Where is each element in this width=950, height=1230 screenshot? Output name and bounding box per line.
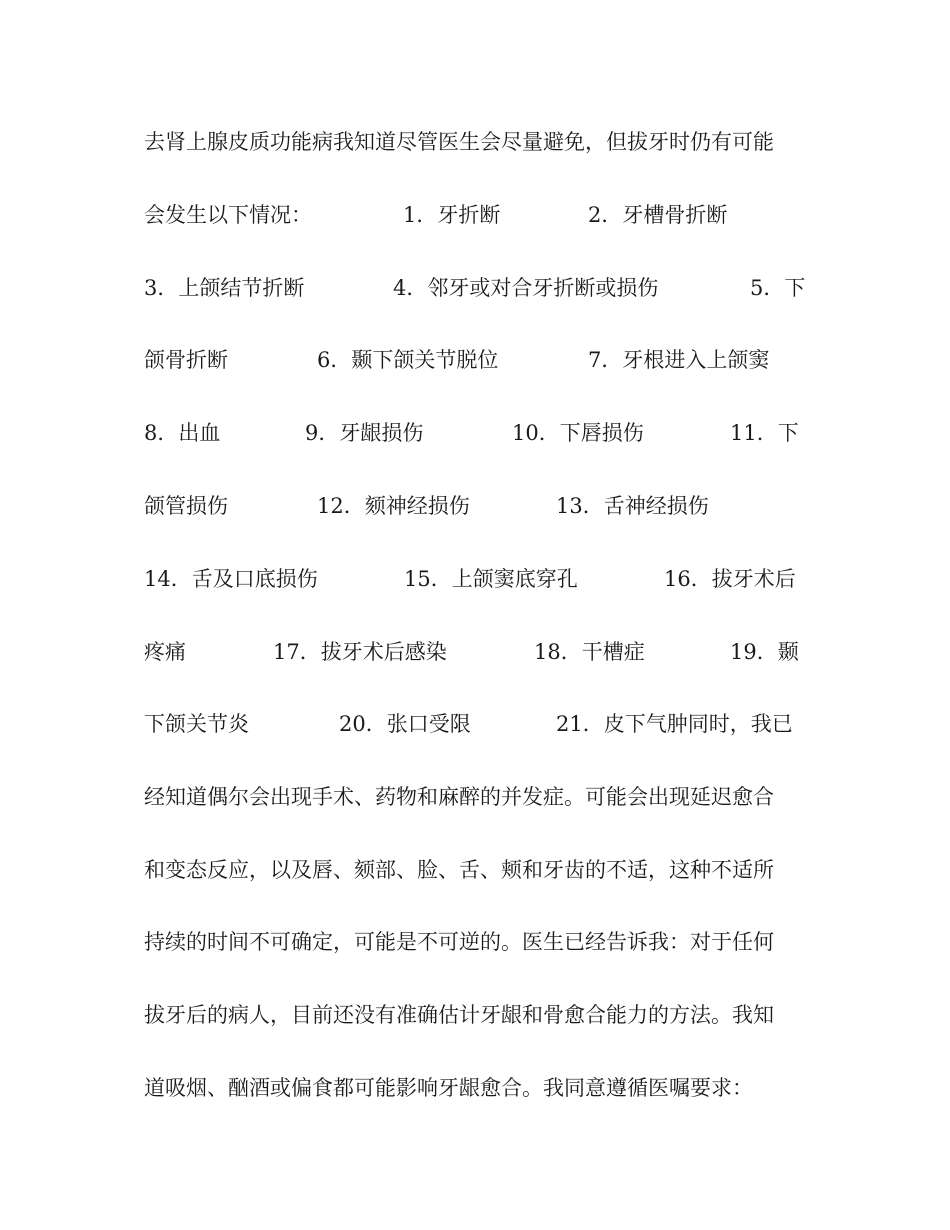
text-segment: 颌骨折断	[144, 348, 228, 372]
text-segment: 会发生以下情况：	[144, 203, 312, 227]
text-segment: 持续的时间不可确定，可能是不可逆的。医生已经告诉我：对于任何	[144, 930, 774, 954]
list-item-4: 4．邻牙或对合牙折断或损伤	[393, 276, 659, 300]
list-item-17: 17．拔牙术后感染	[273, 640, 447, 664]
list-item-12: 12．颏神经损伤	[317, 494, 470, 518]
text-segment: 下颌关节炎	[144, 712, 249, 736]
list-item-13: 13．舌神经损伤	[556, 494, 709, 518]
list-item-11: 11．下	[730, 421, 799, 445]
list-item-2: 2．牙槽骨折断	[588, 203, 728, 227]
list-item-10: 10．下唇损伤	[512, 421, 644, 445]
list-item-15: 15．上颌窦底穿孔	[404, 567, 578, 591]
list-item-8: 8．出血	[144, 421, 221, 445]
list-item-5: 5．下	[750, 276, 806, 300]
list-item-3: 3．上颌结节折断	[144, 276, 305, 300]
text-segment: 经知道偶尔会出现手术、药物和麻醉的并发症。可能会出现延迟愈合	[144, 785, 774, 809]
list-item-16: 16．拔牙术后	[664, 567, 796, 591]
list-item-6: 6．颞下颌关节脱位	[317, 348, 499, 372]
list-item-21: 21．皮下气肿同时，我已	[556, 712, 793, 736]
list-item-1: 1．牙折断	[403, 203, 501, 227]
text-segment: 拔牙后的病人，目前还没有准确估计牙龈和骨愈合能力的方法。我知	[144, 1003, 774, 1027]
list-item-7: 7．牙根进入上颌窦	[588, 348, 770, 372]
text-segment: 疼痛	[144, 640, 186, 664]
list-item-14: 14．舌及口底损伤	[144, 567, 318, 591]
list-item-18: 18．干槽症	[534, 640, 645, 664]
text-segment: 和变态反应，以及唇、颏部、脸、舌、颊和牙齿的不适，这种不适所	[144, 858, 774, 882]
list-item-19: 19．颞	[730, 640, 799, 664]
list-item-20: 20．张口受限	[339, 712, 471, 736]
text-segment: 去肾上腺皮质功能病我知道尽管医生会尽量避免，但拔牙时仍有可能	[144, 130, 774, 154]
text-segment: 道吸烟、酗酒或偏食都可能影响牙龈愈合。我同意遵循医嘱要求：	[144, 1076, 753, 1100]
text-segment: 颌管损伤	[144, 494, 228, 518]
list-item-9: 9．牙龈损伤	[305, 421, 424, 445]
